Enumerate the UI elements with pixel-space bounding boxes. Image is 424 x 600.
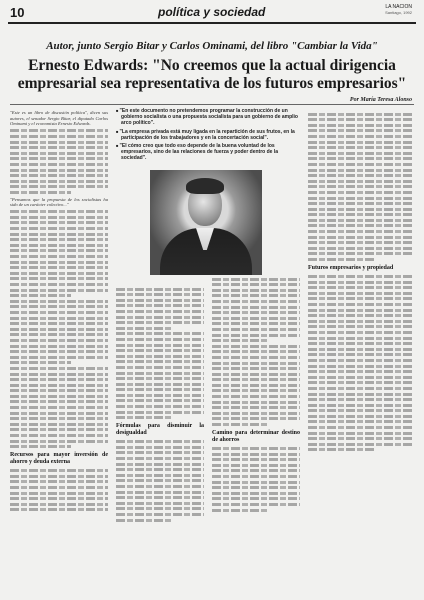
headline-rule bbox=[10, 104, 414, 105]
page-number: 10 bbox=[10, 5, 25, 20]
headline-line-2: empresarial sea representativa de los futuros empresarios" bbox=[17, 75, 407, 92]
quote-1: ■ "En este documento no pretendemos programar la construcción de un gobierno socialista o una propuesta socialista para un gobierno de amplio arco político". bbox=[116, 108, 300, 127]
article-headline bbox=[10, 57, 414, 93]
highlight-quotes bbox=[116, 108, 300, 160]
text-column-1 bbox=[10, 110, 108, 580]
text-column-4 bbox=[308, 110, 414, 580]
article-kicker: Autor, junto Sergio Bitar y Carlos Ominami, del libro "Cambiar la Vida" bbox=[46, 40, 378, 52]
section-title: política y sociedad bbox=[158, 5, 266, 19]
quote-3: ■ "El cómo creo que todo eso depende de la buena voluntad de los empresarios, sino de las relaciones de fuerza y poder dentro de la sociedad". bbox=[116, 143, 300, 162]
issue-date: Santiago, 1992 bbox=[385, 10, 412, 15]
text-column-2 bbox=[116, 285, 204, 575]
intro-paragraph: "Este es un libro de discusión política", dicen sus autores, el senador Sergio Bitar, el diputado Carlos Ominami y el economista Ernesto Edwards. bbox=[10, 110, 108, 127]
intro-paragraph-2: "Pensamos que la propuesta de los socialistas ha sido de un carácter colectivo..." bbox=[10, 196, 108, 208]
subhead-futuros: Futuros empresarios y propiedad bbox=[308, 265, 394, 272]
portrait-photo bbox=[150, 170, 262, 275]
subhead-recursos: Recursos para mayor inversión de ahorro y deuda externa bbox=[10, 452, 108, 466]
subhead-formulas: Fórmulas para disminuir la desigualdad bbox=[116, 423, 204, 437]
paper-name: LA NACION bbox=[385, 4, 412, 10]
photo-hair bbox=[186, 178, 224, 194]
headline-line-1: Ernesto Edwards: "No creemos que la actual dirigencia bbox=[28, 57, 396, 74]
subhead-camino: Camino para determinar destino de ahorros bbox=[212, 430, 300, 444]
article-byline: Por María Teresa Alonso bbox=[349, 97, 412, 103]
text-column-3 bbox=[212, 275, 300, 575]
page-header bbox=[8, 4, 416, 24]
masthead bbox=[385, 4, 412, 16]
quote-2: ■ "La empresa privada está muy ligada en la repartición de sus frutos, en la participación de los trabajadores y en la concertación social". bbox=[116, 129, 300, 141]
